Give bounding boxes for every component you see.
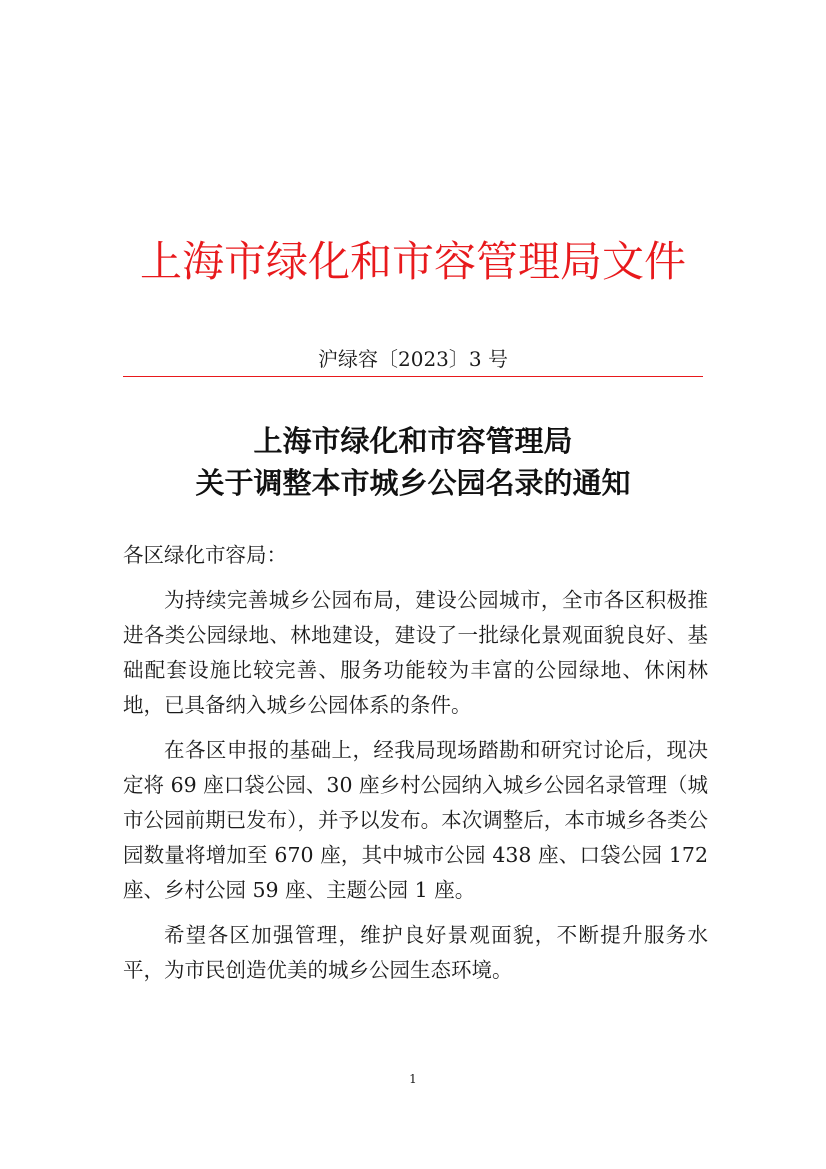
body-paragraph-1: 为持续完善城乡公园布局，建设公园城市，全市各区积极推进各类公园绿地、林地建设，建设了一批绿化景观面貌良好、基础配套设施比较完善、服务功能较为丰富的公园绿地、休闲林地，已具备纳入城乡公园体系的条件。 [123,588,708,717]
body-paragraph-3: 希望各区加强管理，维护良好景观面貌，不断提升服务水平，为市民创造优美的城乡公园生态环境。 [123,923,708,982]
notice-title-line-1: 上海市绿化和市容管理局 [253,424,573,458]
page-number: 1 [409,1072,417,1086]
notice-title-line-2: 关于调整本市城乡公园名录的通知 [195,466,631,500]
notice-title [0,420,826,504]
document-number: 沪绿容〔2023〕3 号 [318,347,508,371]
notice-body [123,538,708,988]
salutation: 各区绿化市容局： [123,543,287,567]
issuer-header-title: 上海市绿化和市容管理局文件 [139,237,686,286]
red-divider-line [123,376,703,377]
body-paragraph-2: 在各区申报的基础上，经我局现场踏勘和研究讨论后，现决定将 69 座口袋公园、30 座乡村公园纳入城乡公园名录管理（城市公园前期已发布），并予以发布。本次调整后，本市城乡各类公园数量将增加至 670 座，其中城市公园 438 座、口袋公园 172 座、乡村公园 59 座、主题公园 1 座。 [123,738,708,902]
